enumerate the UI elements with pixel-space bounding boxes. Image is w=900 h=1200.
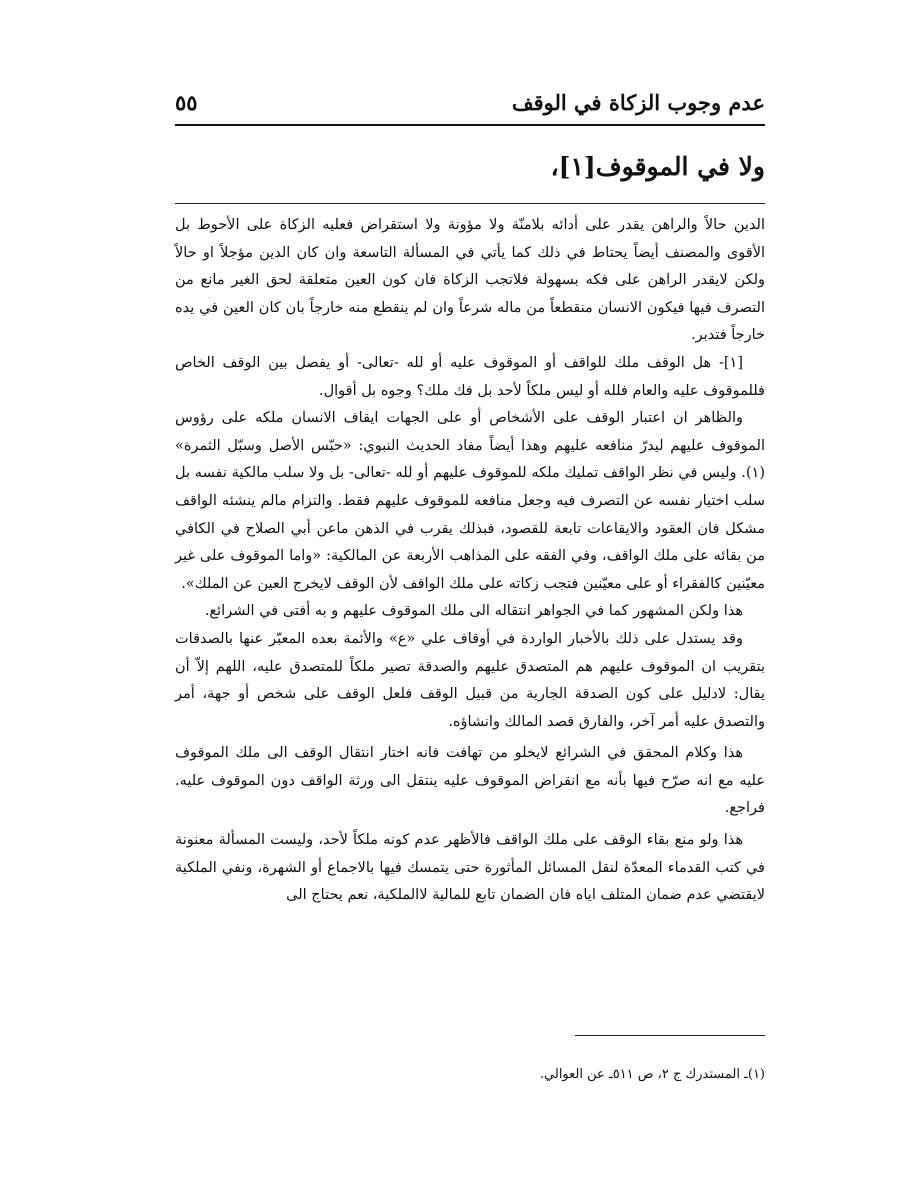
running-header	[175, 90, 765, 122]
paragraph: [١]- هل الوقف ملك للواقف أو الموقوف عليه أو لله -تعالى- أو يفصل بين الوقف الخاص فللموقوف عليه والعام فلله أو ليس ملكاً لأحد بل فك ملك؟ وجوه بل أقوال.	[175, 354, 765, 399]
header-title: عدم وجوب الزكاة في الوقف	[511, 90, 765, 115]
footnote-rule	[575, 1035, 765, 1036]
page-number: ٥٥	[175, 90, 198, 115]
paragraph: وقد يستدل على ذلك بالأخبار الواردة في أوقاف علي «ع» والأئمة بعده المعبّر عنها بالصدقات بتقريب ان الموقوف عليهم هم المتصدق عليهم والصدقة تصير ملكاً للمتصدق عليه، اللهم إلاّ أن يقال: لادليل على كون الصدقة الجارية من قبيل الوقف فلعل الوقف على شخص أو جهة، أمر والتصدق عليه أمر آخر، والفارق قصد المالك وانشاؤه.	[175, 630, 765, 730]
section-heading: ولا في الموقوف[١]،	[550, 152, 765, 181]
separator-line	[175, 203, 765, 204]
commentary-body	[175, 212, 765, 910]
footnote: (١)ـ المستدرك ج ٢، ص ٥١١ـ عن العوالي.	[539, 1067, 765, 1082]
paragraph: هذا ولكن المشهور كما في الجواهر انتقاله الى ملك الموقوف عليهم و به أفتى في الشرائع.	[204, 603, 743, 620]
paragraph: هذا وكلام المحقق في الشرائع لايخلو من تهافت فانه اختار انتقال الوقف الى ملك الموقوف عليه مع انه صرّح فيها بأنه مع انقراض الموقوف عليه ينتقل الى ورثة الواقف دون الموقوف عليه. فراجع.	[175, 745, 765, 817]
paragraph: والظاهر ان اعتبار الوقف على الأشخاص أو على الجهات ايقاف الانسان ملكه على رؤوس الموقوف عليهم ليدرّ منافعه عليهم وهذا أيضاً مفاد الحديث النبوي: «حبّس الأصل وسبّل الثمرة» (١). وليس في نظر الواقف تمليك ملكه للموقوف عليهم أو لله -تعالى- بل ولا سلب مالكية نفسه بل سلب اختيار نفسه عن التصرف فيه وجعل منافعه للموقوف عليهم فقط. والتزام مالم ينشئه الواقف مشكل فان العقود والايقاعات تابعة للقصود، فبذلك يقرب في الذهن ماعن أبي الصلاح في الكافي من بقائه على ملك الواقف، وفي الفقه على المذاهب الأربعة عن المالكية: «واما الموقوف على غير معيّنين كالفقراء أو على معيّنين فتجب زكاته على ملك الواقف لأن الوقف لايخرج العين عن الملك».	[175, 410, 765, 592]
paragraph: هذا ولو منع بقاء الوقف على ملك الواقف فالأظهر عدم كونه ملكاً لأحد، وليست المسألة معنونة في كتب القدماء المعدّة لنقل المسائل المأثورة حتى يتمسك فيها بالاجماع أو الشهرة، ونفي الملكية لايقتضي عدم ضمان المتلف اياه فان الضمان تابع للمالية لاالملكية، نعم يحتاج الى	[175, 832, 765, 904]
header-rule	[175, 124, 765, 126]
paragraph: الدين حالاً والراهن يقدر على أدائه بلامنّة ولا مؤونة ولا استقراض فعليه الزكاة على الأحوط بل الأقوى والمصنف أيضاً يحتاط في ذلك كما يأتي في المسألة التاسعة وان كان الدين مؤجلاً او حالاً ولكن لايقدر الراهن على فكه بسهولة فلاتجب الزكاة فان كون العين متعلقة لحق الغير مانع من التصرف فيها فيكون الانسان منقطعاً من ماله شرعاً وان لم ينقطع منه خارجاً بان كان العين في يده خارجاً فتدبر.	[175, 217, 765, 344]
